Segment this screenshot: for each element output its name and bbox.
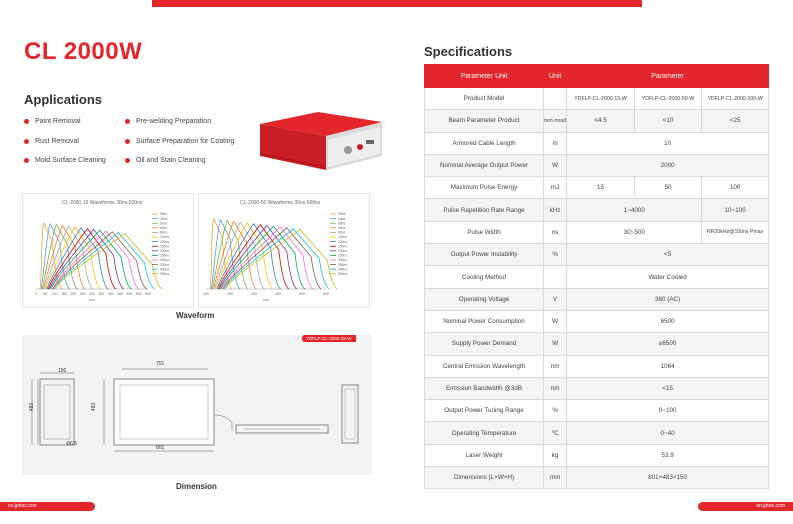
spec-unit [544, 266, 567, 288]
spec-unit: W [544, 310, 567, 332]
legend-label: 150ns [160, 244, 169, 249]
spec-value: Water Cooled [567, 266, 769, 288]
spec-unit: m [544, 132, 567, 154]
header-unit: Unit [544, 65, 567, 88]
spec-row [425, 88, 769, 110]
spec-value: 0~40 [567, 422, 769, 444]
spec-value: 1064 [567, 355, 769, 377]
spec-value: 15 [567, 177, 635, 199]
x-axis-label: t/ns [89, 298, 95, 302]
spec-row [425, 199, 769, 221]
x-tick-label: 100 [51, 292, 58, 296]
application-item: Rust Removal [24, 138, 79, 145]
spec-value: 100 [702, 177, 769, 199]
bullet-icon [125, 158, 130, 163]
legend-label: 150ns [338, 244, 347, 249]
specifications-heading: Specifications [424, 44, 513, 59]
x-tick-label: 550 [135, 292, 142, 296]
spec-label: Output Power Tuning Range [425, 400, 544, 422]
spec-value: 53.9 [567, 444, 769, 466]
spec-label: Armored Cable Length [425, 132, 544, 154]
spec-unit: nm [544, 355, 567, 377]
spec-label: Product Model [425, 88, 544, 110]
spec-label: Laser Weight [425, 444, 544, 466]
x-tick-label: 200 [227, 292, 233, 296]
spec-label: Dimensions (L×W×H) [425, 467, 544, 489]
legend-label: 350ns [338, 262, 347, 267]
footer-left-url: en.jptoe.com [0, 502, 95, 511]
spec-row [425, 177, 769, 199]
legend-label: 250ns [338, 253, 347, 258]
bullet-icon [125, 119, 130, 124]
spec-value: 380 (AC) [567, 288, 769, 310]
spec-label: Cooling Method [425, 266, 544, 288]
spec-label: Nominal Power Consumption [425, 310, 544, 332]
spec-value: <5 [567, 244, 769, 266]
spec-unit: kHz [544, 199, 567, 221]
x-tick-label: 600 [323, 292, 329, 296]
legend-label: 100ns [338, 235, 347, 240]
x-tick-label: 100 [203, 292, 209, 296]
spec-row [425, 288, 769, 310]
x-tick-label: 300 [251, 292, 257, 296]
x-tick-label: 350 [98, 292, 105, 296]
legend-label: 80ns [338, 230, 346, 235]
header-parameter-unit: Parameter Unit [425, 65, 544, 88]
spec-unit: mm [544, 467, 567, 489]
dim-width: 150 [58, 368, 67, 374]
application-item: Mold Surface Cleaning [24, 157, 106, 164]
spec-value: YDFLP-CL-2000-15-W [567, 88, 635, 110]
bullet-icon [24, 119, 29, 124]
spec-row [425, 444, 769, 466]
x-tick-label: 600 [145, 292, 151, 296]
x-tick-label: 200 [70, 292, 77, 296]
waveform-caption: Waveform [176, 311, 215, 320]
x-tick-label: 150 [61, 292, 67, 296]
spec-value: YDFLP-CL-2000-100-W [702, 88, 769, 110]
application-item: Paint Removal [24, 118, 81, 125]
spec-value: 10~100 [702, 199, 769, 221]
spec-label: Nominal Average Output Power [425, 154, 544, 176]
spec-value: 1~4000 [567, 199, 702, 221]
application-item: Oil and Stain Cleaning [125, 157, 206, 164]
legend-label: 300ns [160, 258, 169, 263]
x-tick-label: 450 [117, 292, 123, 296]
spec-value: <10 [634, 110, 702, 132]
x-tick-label: 250 [79, 292, 86, 296]
applications-heading: Applications [24, 92, 103, 107]
spec-label: Pulse Repetition Rate Range [425, 199, 544, 221]
spec-row [425, 377, 769, 399]
dim-side-height: 483 [29, 402, 36, 412]
bullet-icon [24, 158, 29, 163]
spec-value: 6500 [567, 310, 769, 332]
legend-label: 60ns [160, 226, 168, 230]
spec-unit: % [544, 244, 567, 266]
spec-row [425, 310, 769, 332]
top-accent-bar [152, 0, 642, 7]
waveform-chart-1 [36, 208, 188, 303]
legend-label: 200ns [338, 249, 347, 253]
spec-value: 2000 [567, 154, 769, 176]
legend-label: 50ns [160, 221, 168, 226]
legend-label: 500ns [160, 272, 169, 276]
spec-row [425, 244, 769, 266]
page-title: CL 2000W [24, 38, 143, 65]
spec-value: <25 [702, 110, 769, 132]
x-tick-label: 0 [35, 292, 37, 296]
spec-value: 50 [634, 177, 702, 199]
legend-label: 400ns [160, 267, 169, 272]
application-item: Pre-welding Preparation [125, 118, 211, 125]
x-axis-label: t/ns [263, 298, 269, 302]
spec-value: RR20kHz@100ns Pmax [702, 221, 769, 243]
spec-label: Central Emission Wavelength [425, 355, 544, 377]
x-tick-label: 400 [107, 292, 114, 296]
legend-label: 400ns [338, 267, 347, 272]
spec-row [425, 154, 769, 176]
x-tick-label: 50 [43, 292, 48, 296]
waveform-chart-2-title: CL-2000-50 Waveforms 30ns-500ns [240, 200, 321, 206]
x-tick-label: 500 [126, 292, 133, 296]
header-parameter: Parameter [567, 65, 769, 88]
spec-unit [544, 88, 567, 110]
spec-unit: V [544, 288, 567, 310]
spec-row [425, 266, 769, 288]
spec-unit: kg [544, 444, 567, 466]
legend-label: 120ns [338, 239, 347, 244]
legend-label: 100ns [160, 235, 169, 240]
legend-label: 300ns [338, 258, 347, 263]
spec-label: Operating Temperature [425, 422, 544, 444]
spec-unit: % [544, 400, 567, 422]
spec-unit: mm·mrad [544, 110, 567, 132]
legend-label: 350ns [160, 262, 169, 267]
legend-label: 60ns [338, 226, 346, 230]
spec-unit: nm [544, 377, 567, 399]
spec-row [425, 132, 769, 154]
spec-row [425, 422, 769, 444]
x-tick-label: 500 [299, 292, 305, 296]
legend-label: 80ns [160, 230, 168, 235]
footer-right-url: en.jptoe.com [698, 502, 793, 511]
spec-row [425, 355, 769, 377]
dim-length-top: 751 [156, 361, 165, 367]
dim-length-bottom: 801 [156, 445, 165, 451]
x-tick-label: 400 [275, 292, 281, 296]
spec-row [425, 467, 769, 489]
spec-label: Beam Parameter Product [425, 110, 544, 132]
spec-unit: ℃ [544, 422, 567, 444]
laser-product-image [248, 110, 388, 172]
bullet-icon [125, 139, 130, 144]
spec-value: 10 [567, 132, 769, 154]
spec-label: Pulse Width [425, 221, 544, 243]
spec-unit: W [544, 333, 567, 355]
spec-value: <4.5 [567, 110, 635, 132]
spec-unit: W [544, 154, 567, 176]
spec-row [425, 333, 769, 355]
spec-label: Output Power Instability [425, 244, 544, 266]
dim-hole: Φ6.5 [66, 441, 77, 447]
legend-label: 250ns [160, 253, 169, 258]
spec-unit: ns [544, 221, 567, 243]
waveform-chart-1-title: CL-2000-15 Waveforms 30ns-500ns [62, 200, 143, 206]
legend-label: 30ns [338, 212, 346, 217]
bullet-icon [24, 139, 29, 144]
spec-label: Maximum Pulse Energy [425, 177, 544, 199]
dim-height: 483 [91, 402, 98, 412]
spec-unit: mJ [544, 177, 567, 199]
dimension-caption: Dimension [176, 482, 217, 491]
waveform-chart-2 [203, 208, 366, 303]
spec-label: Operating Voltage [425, 288, 544, 310]
legend-label: 120ns [160, 239, 169, 244]
spec-row [425, 110, 769, 132]
application-item: Surface Preparation for Coating [125, 138, 234, 145]
x-tick-label: 300 [89, 292, 95, 296]
spec-row [425, 221, 769, 243]
spec-row [425, 400, 769, 422]
legend-label: 50ns [338, 221, 346, 226]
dimension-drawing [22, 343, 372, 473]
legend-label: 40ns [160, 216, 168, 221]
spec-value: ≥6500 [567, 333, 769, 355]
spec-label: Supply Power Demand [425, 333, 544, 355]
legend-label: 40ns [338, 216, 346, 221]
legend-label: 200ns [160, 249, 169, 253]
legend-label: 500ns [338, 272, 347, 276]
dimension-model-tag: YDFLP-CL-2000-15-W [302, 335, 356, 342]
spec-value: 0~100 [567, 400, 769, 422]
specifications-table [424, 64, 769, 489]
spec-label: Emission Bandwidth @3dB [425, 377, 544, 399]
legend-label: 30ns [160, 212, 168, 217]
spec-value: 801×483×150 [567, 467, 769, 489]
spec-value: 30~500 [567, 221, 702, 243]
spec-value: YDFLP-CL-2000-50-W [634, 88, 702, 110]
spec-value: <15 [567, 377, 769, 399]
